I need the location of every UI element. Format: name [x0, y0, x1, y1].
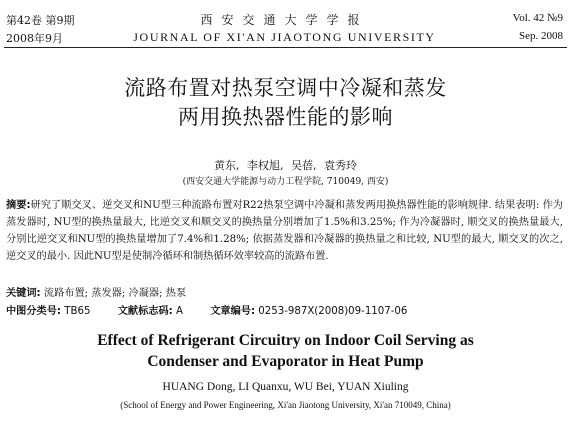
- authors-en: HUANG Dong, LI Quanxu, WU Bei, YUAN Xiuling: [162, 381, 409, 393]
- authors-zh: 黄东, 李权旭, 吴蓓, 袁秀玲: [214, 159, 357, 172]
- affiliation-zh: (西安交通大学能源与动力工程学院, 710049, 西安): [182, 177, 389, 187]
- volume-issue-zh: 第42卷 第9期: [6, 14, 75, 27]
- date-en: Sep. 2008: [519, 30, 563, 42]
- title-zh-line2: 两用换热器性能的影响: [178, 105, 393, 129]
- article-no-field: [210, 306, 419, 317]
- keywords: [6, 284, 563, 299]
- doc-code-value: A: [175, 306, 183, 317]
- clc-label: 中图分类号:: [6, 306, 62, 317]
- journal-header: [6, 8, 563, 48]
- volume-issue-en: Vol. 42 №9: [512, 12, 563, 24]
- header-rule: [4, 47, 567, 48]
- title-zh: [0, 74, 571, 132]
- title-en-line2: Condenser and Evaporator in Heat Pump: [147, 353, 424, 370]
- abstract-text: 研究了顺交叉、逆交叉和NU型三种流路布置对R22热泵空调中冷凝和蒸发两用换热器性能的影响规律. 结果表明: 作为蒸发器时, NU型的换热量最大, 比逆交叉和顺交叉的换热量分别增加了1.5%和3.25%; 作为冷凝器时, 顺交叉的换热量最大, 分别比逆交叉和NU型的换热量增加了7.4%和1.28%; 依据蒸发器和冷凝器的换热量之和比较, NU型的最大, 顺交叉的次之, 逆交叉的最小. 因此NU型是使制冷循环和制热循环效率较高的流路布置.: [6, 200, 563, 262]
- keywords-text: 流路布置; 蒸发器; 冷凝器; 热泵: [43, 288, 187, 299]
- classification-line: [6, 302, 563, 317]
- doc-code-label: 文献标志码:: [117, 306, 173, 317]
- clc-field: [6, 306, 102, 317]
- article-no-value: 0253-987X(2008)09-1107-06: [258, 306, 408, 317]
- journal-name-en: JOURNAL OF XI'AN JIAOTONG UNIVERSITY: [133, 30, 436, 44]
- title-zh-line1: 流路布置对热泵空调中冷凝和蒸发: [124, 76, 447, 100]
- title-en: [0, 330, 571, 372]
- clc-value: TB65: [64, 306, 91, 317]
- date-zh: 2008年9月: [6, 32, 63, 45]
- doc-code-field: [118, 306, 195, 317]
- abstract-label: 摘要:: [6, 200, 31, 211]
- keywords-label: 关键词:: [6, 288, 41, 299]
- journal-name-zh: 西安交通大学学报: [200, 13, 369, 27]
- title-en-line1: Effect of Refrigerant Circuitry on Indoor Coil Serving as: [97, 332, 474, 349]
- affiliation-en: (School of Energy and Power Engineering, Xi'an Jiaotong University, Xi'an 710049, China): [120, 400, 451, 410]
- article-no-label: 文章编号:: [210, 306, 256, 317]
- abstract: [6, 197, 563, 265]
